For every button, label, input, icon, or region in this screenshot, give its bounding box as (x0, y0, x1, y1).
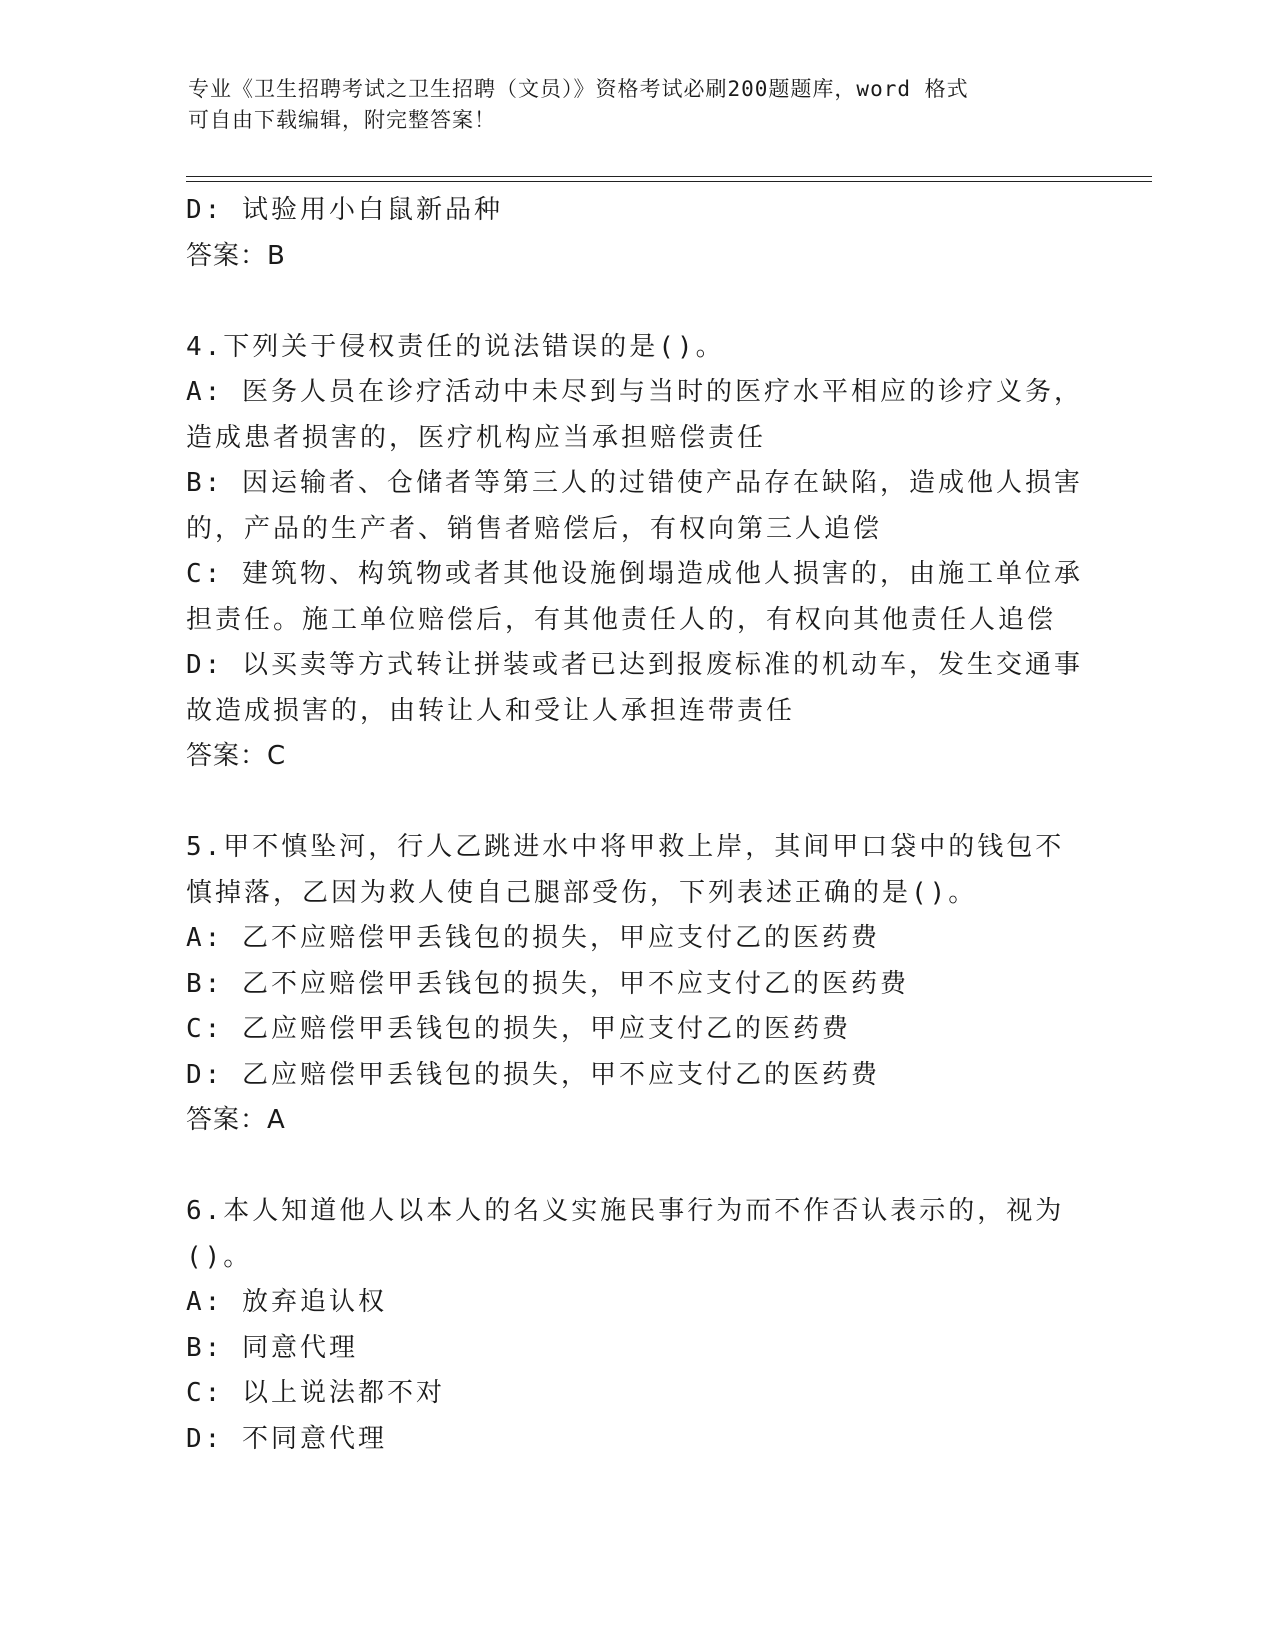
question-6-stem: 6.本人知道他人以本人的名义实施民事行为而不作否认表示的，视为 (186, 1196, 1065, 1226)
question-6-stem-cont: ()。 (186, 1241, 253, 1272)
question-5-answer: 答案：A (186, 1105, 286, 1135)
prev-answer: 答案：B (186, 240, 286, 271)
spacer (186, 1144, 1086, 1190)
question-4-option-d-cont: 故造成损害的，由转让人和受让人承担连带责任 (186, 695, 796, 726)
question-5-option-d: D: 乙应赔偿甲丢钱包的损失，甲不应支付乙的医药费 (186, 1059, 880, 1090)
spacer (186, 780, 1086, 826)
question-5-option-c: C: 乙应赔偿甲丢钱包的损失，甲应支付乙的医药费 (186, 1014, 851, 1044)
question-4-option-d: D: 以买卖等方式转让拼装或者已达到报废标准的机动车，发生交通事 (186, 650, 1083, 680)
question-4-answer: 答案：C (186, 741, 287, 771)
question-content (186, 188, 1086, 1462)
question-6-option-b: B: 同意代理 (186, 1332, 358, 1363)
header-title-line-1: 专业《卫生招聘考试之卫生招聘（文员）》资格考试必刷200题题库，word 格式 (188, 77, 969, 101)
question-4-stem: 4.下列关于侵权责任的说法错误的是()。 (186, 331, 725, 362)
question-4-option-c-cont: 担责任。施工单位赔偿后，有其他责任人的，有权向其他责任人追偿 (186, 604, 1057, 635)
header-title-line-2: 可自由下载编辑，附完整答案！ (188, 108, 496, 132)
question-4-option-a-cont: 造成患者损害的，医疗机构应当承担赔偿责任 (186, 422, 767, 453)
header-rule-bottom (186, 181, 1152, 182)
question-5-stem-cont: 慎掉落，乙因为救人使自己腿部受伤，下列表述正确的是()。 (186, 877, 978, 908)
question-6-option-a: A: 放弃追认权 (186, 1287, 387, 1317)
page-header (188, 74, 1068, 136)
question-6-option-c: C: 以上说法都不对 (186, 1378, 445, 1408)
question-4-option-b-cont: 的，产品的生产者、销售者赔偿后，有权向第三人追偿 (186, 513, 883, 544)
question-6-option-d: D: 不同意代理 (186, 1423, 387, 1454)
spacer (186, 279, 1086, 325)
question-4-option-a: A: 医务人员在诊疗活动中未尽到与当时的医疗水平相应的诊疗义务， (186, 377, 1083, 407)
header-rule-top (186, 176, 1152, 177)
question-5-stem: 5.甲不慎坠河，行人乙跳进水中将甲救上岸，其间甲口袋中的钱包不 (186, 832, 1065, 862)
prev-option-d: D: 试验用小白鼠新品种 (186, 195, 503, 225)
question-4-option-b: B: 因运输者、仓储者等第三人的过错使产品存在缺陷，造成他人损害 (186, 468, 1083, 498)
question-5-option-b: B: 乙不应赔偿甲丢钱包的损失，甲不应支付乙的医药费 (186, 968, 909, 999)
question-4-option-c: C: 建筑物、构筑物或者其他设施倒塌造成他人损害的，由施工单位承 (186, 559, 1083, 589)
question-5-option-a: A: 乙不应赔偿甲丢钱包的损失，甲应支付乙的医药费 (186, 923, 880, 953)
